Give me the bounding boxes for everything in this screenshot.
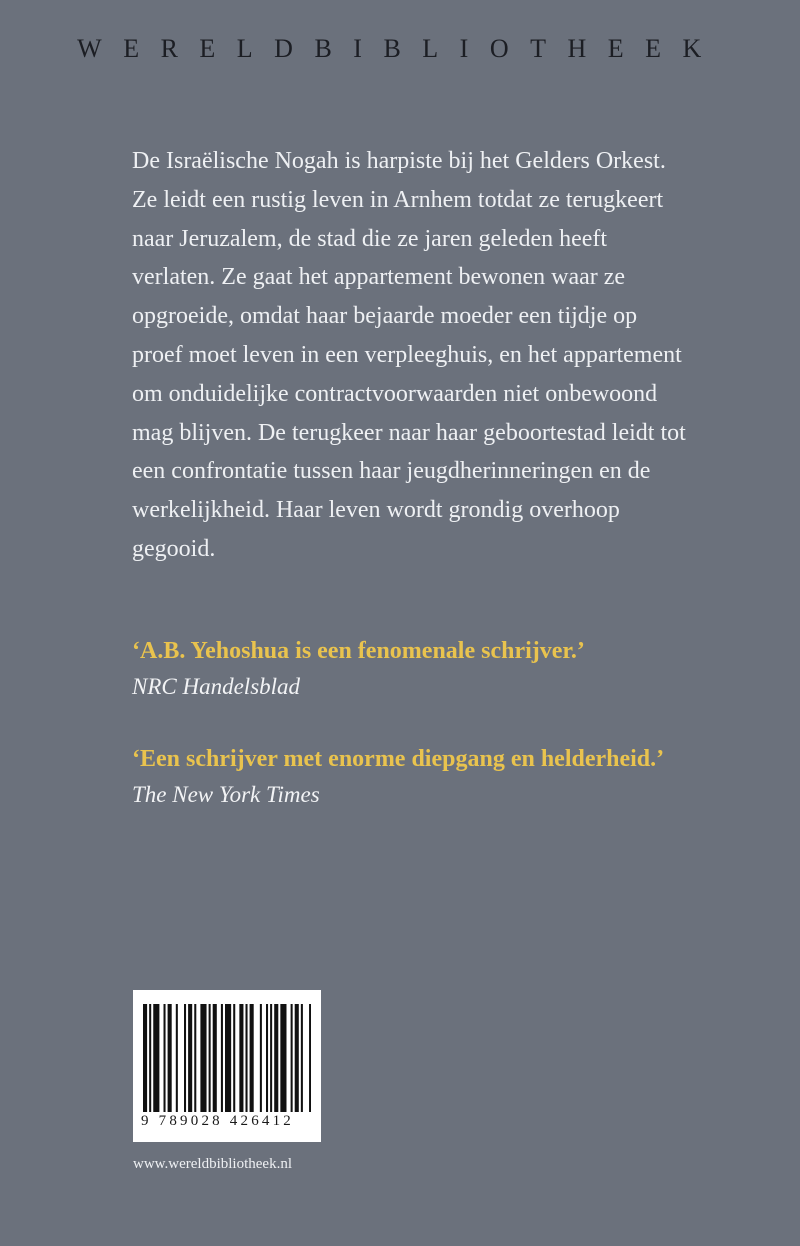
isbn-number: 9 789028 426412 — [141, 1113, 294, 1129]
publisher-name: WERELDBIBLIOTHEEK — [77, 34, 723, 63]
barcode-bar — [213, 1004, 217, 1112]
barcode-bars — [143, 1004, 311, 1112]
barcode-bar — [309, 1004, 311, 1112]
barcode-bar — [280, 1004, 286, 1112]
barcode-bar — [188, 1004, 192, 1112]
quote-source: NRC Handelsblad — [132, 674, 301, 699]
barcode-bar — [221, 1004, 223, 1112]
barcode-bar — [209, 1004, 211, 1112]
barcode-bar — [295, 1004, 299, 1112]
barcode-bar — [149, 1004, 151, 1112]
barcode-bar — [291, 1004, 293, 1112]
review-quote-1 — [132, 635, 692, 703]
barcode-bar — [225, 1004, 231, 1112]
barcode-bar — [194, 1004, 196, 1112]
book-blurb: De Israëlische Nogah is harpiste bij het Gelders Orkest. Ze leidt een rustig leven in Arnhem totdat ze terugkeert naar Jeruzalem, de stad die ze jaren geleden heeft verlaten. Ze gaat het appartement bewonen waar ze opgroeide, omdat haar bejaarde moeder een tijdje op proef moet leven in een verpleeghuis, en het appartement om onduidelijke contractvoorwaarden niet onbewoond mag blijven. De terugkeer naar haar geboortestad leidt tot een confrontatie tussen haar jeugdherinneringen en de werkelijkheid. Haar leven wordt grondig overhoop gegooid. — [132, 148, 686, 562]
barcode-bar — [246, 1004, 248, 1112]
barcode-bar — [184, 1004, 186, 1112]
review-quote-2 — [132, 743, 692, 811]
quote-text: ‘Een schrijver met enorme diepgang en helderheid.’ — [132, 746, 665, 772]
quote-source: The New York Times — [132, 782, 320, 807]
barcode-bar — [250, 1004, 254, 1112]
barcode-bar — [274, 1004, 278, 1112]
barcode-bar — [233, 1004, 235, 1112]
barcode-bar — [266, 1004, 268, 1112]
barcode-bar — [168, 1004, 172, 1112]
barcode-bar — [176, 1004, 178, 1112]
barcode-bar — [301, 1004, 303, 1112]
barcode-bar — [143, 1004, 147, 1112]
website-url: www.wereldbibliotheek.nl — [133, 1156, 292, 1172]
barcode-bar — [153, 1004, 159, 1112]
quote-text: ‘A.B. Yehoshua is een fenomenale schrijver.’ — [132, 638, 585, 664]
barcode-bar — [270, 1004, 272, 1112]
barcode-bar — [200, 1004, 206, 1112]
barcode-bar — [164, 1004, 166, 1112]
barcode-bar — [260, 1004, 262, 1112]
barcode — [133, 990, 321, 1142]
barcode-bar — [239, 1004, 243, 1112]
